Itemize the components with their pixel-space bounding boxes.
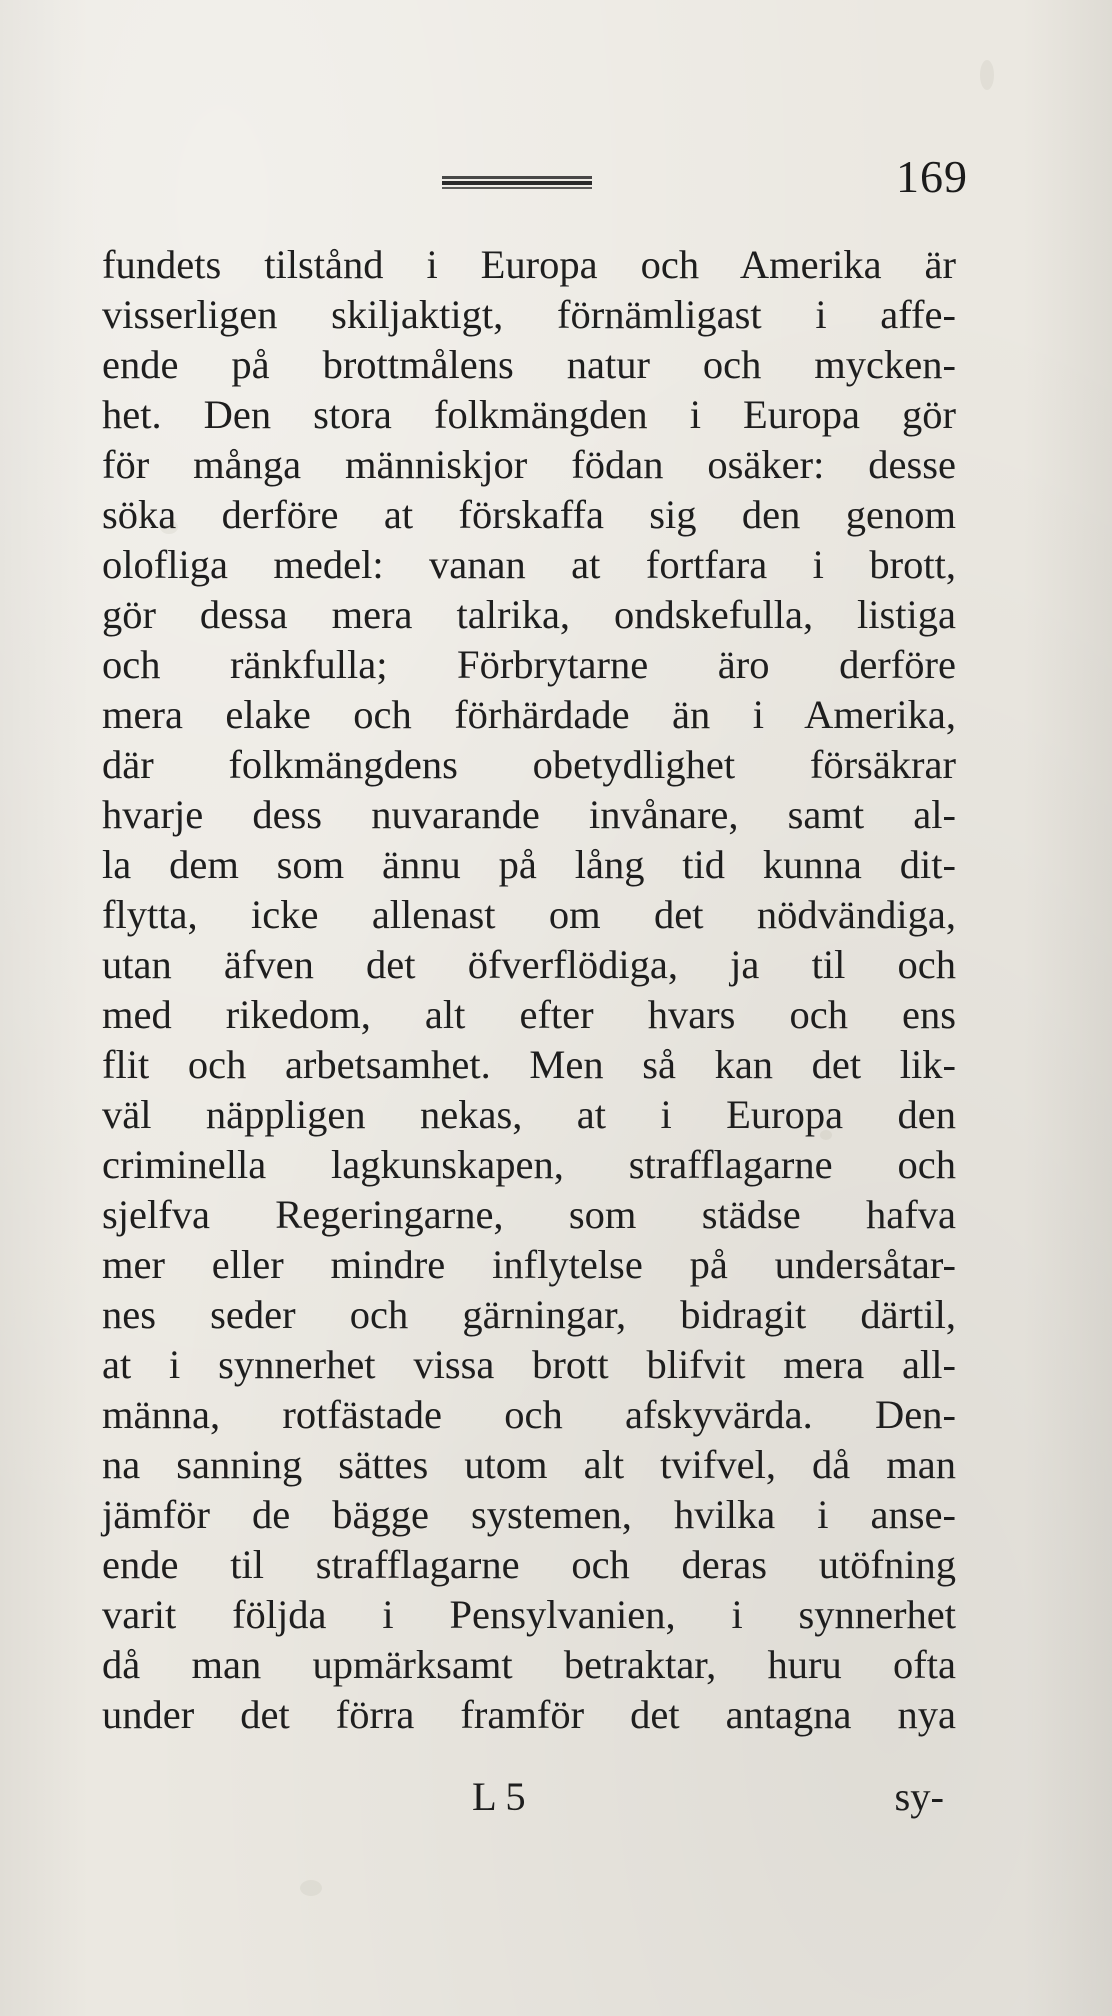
text-line: olofliga medel: vanan at fortfara i brott,: [102, 542, 956, 587]
page-number: 169: [896, 151, 968, 202]
text-line: ende på brottmålens natur och mycken-: [102, 342, 956, 387]
text-line: het. Den stora folkmängden i Europa gör: [102, 392, 956, 437]
text-line: för många människjor födan osäker: desse: [102, 442, 956, 487]
text-line: ende til strafflagarne och deras utöfning: [102, 1542, 956, 1587]
text-line: under det förra framför det antagna nya: [102, 1692, 956, 1737]
header-ornament-rule: [442, 176, 592, 190]
text-line: söka derföre at förskaffa sig den genom: [102, 492, 956, 537]
text-line: flytta, icke allenast om det nödvändiga,: [102, 892, 956, 937]
text-line: mera elake och förhärdade än i Amerika,: [102, 692, 956, 737]
text-line: mer eller mindre inflytelse på undersåtar-: [102, 1242, 956, 1287]
text-line: jämför de bägge systemen, hvilka i anse-: [102, 1492, 956, 1537]
text-line: där folkmängdens obetydlighet försäkrar: [102, 742, 956, 787]
text-line: nes seder och gärningar, bidragit därtil,: [102, 1292, 956, 1337]
text-line: fundets tilstånd i Europa och Amerika är: [102, 242, 956, 287]
text-line: na sanning sättes utom alt tvifvel, då man: [102, 1442, 956, 1487]
text-line: sjelfva Regeringarne, som städse hafva: [102, 1192, 956, 1237]
text-line: och ränkfulla; Förbrytarne äro derföre: [102, 642, 956, 687]
text-line: at i synnerhet vissa brott blifvit mera all-: [102, 1342, 956, 1387]
paper-spot: [300, 1880, 322, 1896]
text-line: männa, rotfästade och afskyvärda. Den-: [102, 1392, 956, 1437]
text-line: med rikedom, alt efter hvars och ens: [102, 992, 956, 1037]
text-line: la dem som ännu på lång tid kunna dit-: [102, 842, 956, 887]
text-line: varit följda i Pensylvanien, i synnerhet: [102, 1592, 956, 1637]
text-line: utan äfven det öfverflödiga, ja til och: [102, 942, 956, 987]
text-line: visserligen skiljaktigt, förnämligast i affe-: [102, 292, 956, 337]
text-line: criminella lagkunskapen, strafflagarne och: [102, 1142, 956, 1187]
text-line: gör dessa mera talrika, ondskefulla, listiga: [102, 592, 956, 637]
page-footer: [102, 1772, 956, 1822]
body-text: [102, 240, 956, 1740]
text-line: flit och arbetsamhet. Men så kan det lik-: [102, 1042, 956, 1087]
text-line: hvarje dess nuvarande invånare, samt al-: [102, 792, 956, 837]
text-line: då man upmärksamt betraktar, huru ofta: [102, 1642, 956, 1687]
text-line: väl näppligen nekas, at i Europa den: [102, 1092, 956, 1137]
paper-spot: [980, 60, 994, 90]
signature-mark: L 5: [472, 1774, 526, 1819]
catchword: sy-: [894, 1774, 944, 1819]
